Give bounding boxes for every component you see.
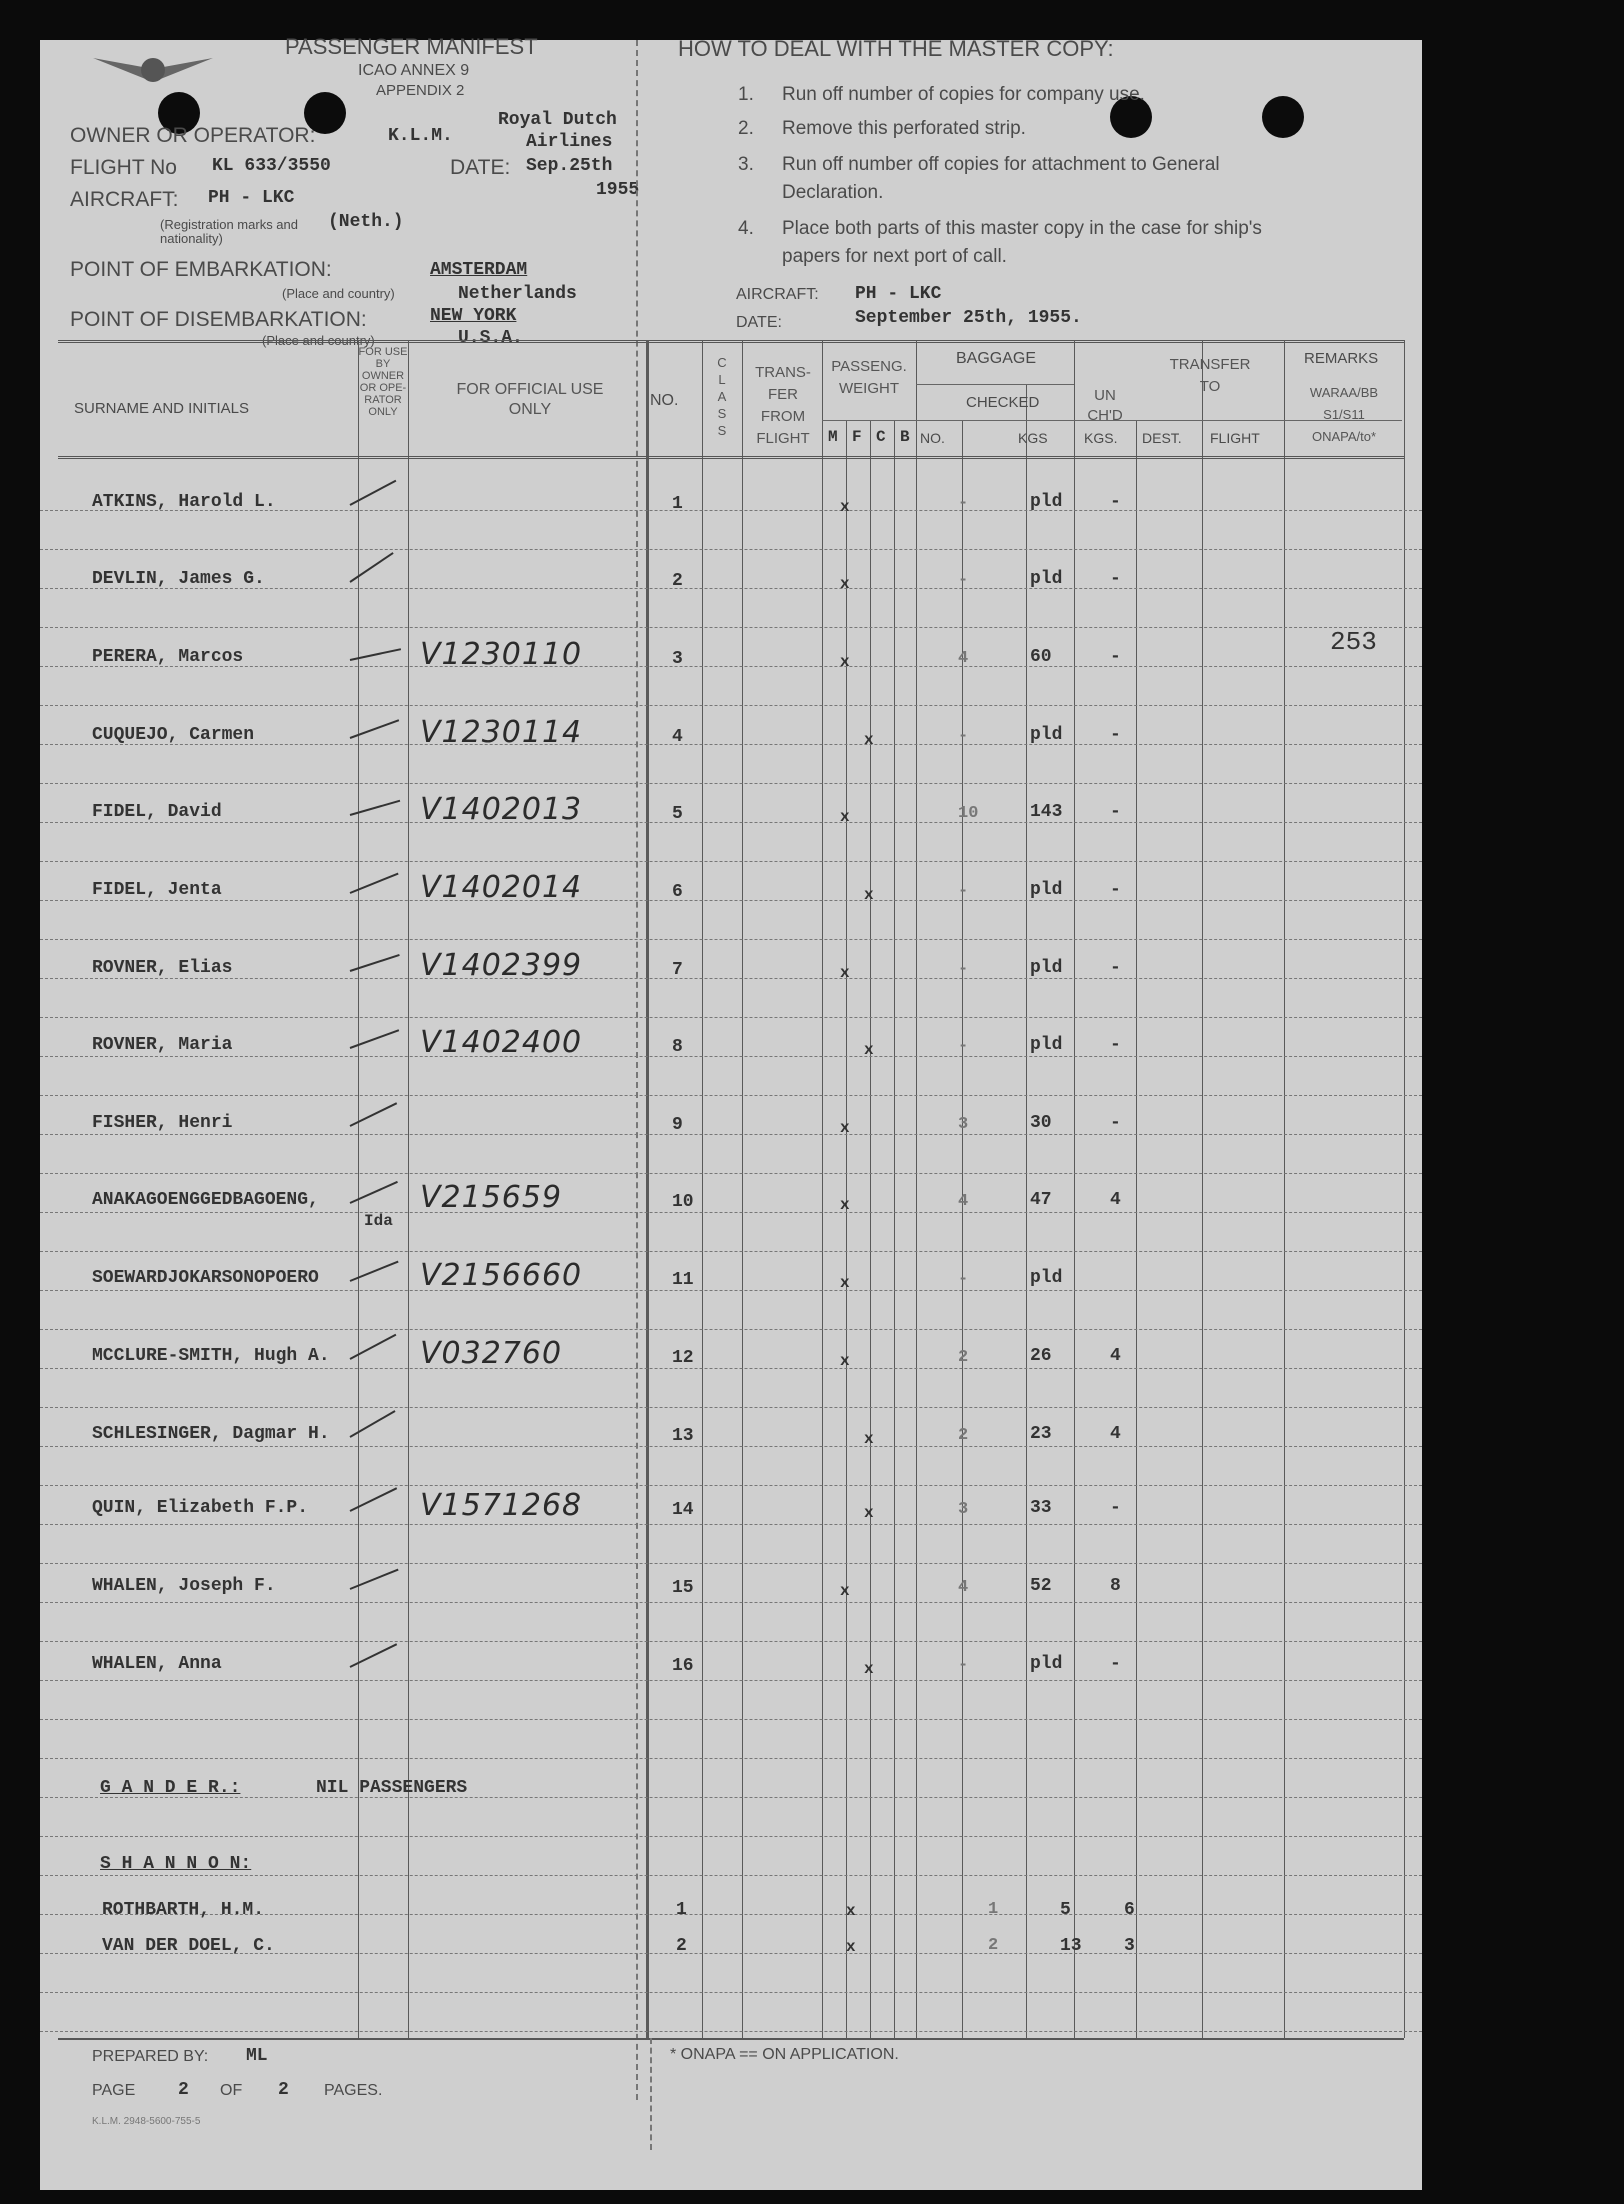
klm-wings-logo bbox=[88, 40, 218, 90]
bag-kgs: 26 bbox=[1030, 1346, 1052, 1366]
instruction-num: 3. bbox=[738, 154, 754, 175]
checkmark bbox=[350, 1334, 397, 1360]
table-row bbox=[40, 870, 1422, 920]
owner-use-line: ONLY bbox=[368, 406, 398, 418]
bag-count: 4 bbox=[958, 649, 969, 668]
col-flight: FLIGHT bbox=[1210, 430, 1260, 446]
passenger-number: 16 bbox=[672, 1656, 694, 1676]
checkmark bbox=[350, 1261, 399, 1282]
embark-value: AMSTERDAM bbox=[430, 260, 528, 280]
row-rule bbox=[40, 1641, 1422, 1642]
weight-mark: x bbox=[864, 731, 874, 749]
checkmark bbox=[350, 480, 397, 506]
instruction-text: Run off number of copies for company use. bbox=[782, 84, 1145, 105]
aircraft-label: AIRCRAFT: bbox=[70, 188, 179, 211]
passenger-number: 1 bbox=[676, 1900, 687, 1920]
official-visa-number: V1402014 bbox=[420, 870, 583, 905]
owner-use-line: OWNER bbox=[361, 370, 405, 382]
unchecked-kgs: - bbox=[1110, 492, 1121, 512]
owner-value-2: Royal Dutch bbox=[498, 110, 617, 130]
appendix-label: APPENDIX 2 bbox=[376, 82, 465, 99]
table-row bbox=[40, 1936, 1422, 1970]
table-row bbox=[40, 948, 1422, 998]
disembark-note: (Place and country) bbox=[262, 333, 375, 348]
passenger-number: 2 bbox=[676, 1936, 687, 1956]
transfer-from-line: FROM bbox=[760, 408, 806, 425]
passenger-name: SCHLESINGER, Dagmar H. bbox=[92, 1424, 330, 1444]
weight-mark: x bbox=[864, 1041, 874, 1059]
unchecked-kgs: - bbox=[1110, 647, 1121, 667]
bag-count: - bbox=[958, 727, 969, 746]
row-rule bbox=[40, 705, 1422, 706]
passenger-number: 12 bbox=[672, 1348, 694, 1368]
registration-value: (Neth.) bbox=[328, 212, 404, 232]
passenger-number: 6 bbox=[672, 882, 683, 902]
col-bag-no: NO. bbox=[920, 430, 945, 446]
col-class bbox=[704, 354, 740, 439]
bag-count: 3 bbox=[958, 1115, 969, 1134]
col-official bbox=[440, 380, 620, 420]
unchecked-kgs: - bbox=[1110, 802, 1121, 822]
transfer-to-line: TO bbox=[1199, 378, 1221, 395]
unchecked-kgs: - bbox=[1110, 880, 1121, 900]
bag-kgs: pld bbox=[1030, 569, 1063, 589]
disembark-value: NEW YORK bbox=[430, 306, 517, 326]
bag-count: - bbox=[958, 960, 969, 979]
checkmark bbox=[350, 1410, 396, 1438]
col-f: F bbox=[852, 428, 862, 446]
embark-label: POINT OF EMBARKATION: bbox=[70, 258, 332, 281]
instruction-num: 1. bbox=[738, 84, 754, 105]
owner-value: K.L.M. bbox=[388, 126, 453, 146]
weight-mark: x bbox=[864, 1430, 874, 1448]
row-rule bbox=[40, 1173, 1422, 1174]
col-transfer-from bbox=[744, 362, 822, 450]
col-kgs: KGS bbox=[1018, 430, 1048, 446]
weight-mark: x bbox=[864, 886, 874, 904]
bag-count: 3 bbox=[958, 1500, 969, 1519]
shannon-label: S H A N N O N: bbox=[100, 1854, 252, 1874]
bag-kgs: pld bbox=[1030, 725, 1063, 745]
weight-mark: x bbox=[840, 1582, 850, 1600]
onapa-note: * ONAPA == ON APPLICATION. bbox=[670, 2046, 899, 2063]
col-unchecked bbox=[1074, 386, 1136, 426]
manifest-page bbox=[40, 34, 1422, 2190]
remarks-sub-line: S1/S11 bbox=[1323, 407, 1365, 422]
weight-mark: x bbox=[840, 964, 850, 982]
embark-note: (Place and country) bbox=[282, 286, 395, 301]
date-year: 1955 bbox=[596, 180, 640, 200]
passenger-number: 4 bbox=[672, 727, 683, 747]
bag-kgs: pld bbox=[1030, 1035, 1063, 1055]
instruction-text: Place both parts of this master copy in the case for ship's bbox=[782, 218, 1262, 239]
weight-mark: x bbox=[864, 1504, 874, 1522]
passenger-number: 1 bbox=[672, 494, 683, 514]
passenger-name: ROVNER, Elias bbox=[92, 958, 233, 978]
col-owner-use bbox=[358, 346, 408, 418]
passeng-line: PASSENG. bbox=[831, 358, 907, 375]
bag-count: 2 bbox=[958, 1426, 969, 1445]
instruction-num: 4. bbox=[738, 218, 754, 239]
row-rule bbox=[40, 2031, 1422, 2032]
passenger-number: 3 bbox=[672, 649, 683, 669]
unchecked-line: CH'D bbox=[1087, 407, 1123, 424]
row-rule bbox=[40, 1992, 1422, 1993]
col-baggage: BAGGAGE bbox=[956, 350, 1037, 367]
bag-kgs: 60 bbox=[1030, 647, 1052, 667]
pages-label: PAGES. bbox=[324, 2082, 383, 2099]
passenger-name: MCCLURE-SMITH, Hugh A. bbox=[92, 1346, 330, 1366]
weight-mark: x bbox=[840, 653, 850, 671]
official-visa-number: V215659 bbox=[420, 1180, 563, 1215]
bag-kgs: 30 bbox=[1030, 1113, 1052, 1133]
date-value: Sep.25th bbox=[526, 156, 613, 176]
official-visa-number: V1402013 bbox=[420, 792, 583, 827]
bag-kgs: pld bbox=[1030, 1268, 1063, 1288]
bag-kgs: 5 bbox=[1060, 1900, 1071, 1920]
punch-hole bbox=[1262, 96, 1304, 138]
row-rule bbox=[40, 861, 1422, 862]
table-row bbox=[40, 569, 1422, 609]
table-row bbox=[40, 1576, 1422, 1616]
table-bottom-rule bbox=[58, 2038, 1404, 2040]
passenger-name: VAN DER DOEL, C. bbox=[102, 1936, 275, 1956]
table-row bbox=[40, 492, 1422, 532]
official-visa-number: V1402400 bbox=[420, 1025, 583, 1060]
checkmark bbox=[350, 1181, 398, 1204]
weight-mark: x bbox=[840, 1352, 850, 1370]
unchecked-kgs: 6 bbox=[1124, 1900, 1135, 1920]
bag-count: 1 bbox=[988, 1900, 999, 1919]
row-rule bbox=[40, 1095, 1422, 1096]
passenger-name: ANAKAGOENGGEDBAGOENG, bbox=[92, 1190, 319, 1210]
bag-count: - bbox=[958, 1270, 969, 1289]
table-row bbox=[40, 627, 1422, 687]
bag-kgs: pld bbox=[1030, 1654, 1063, 1674]
table-row bbox=[40, 1900, 1422, 1934]
row-rule bbox=[40, 549, 1422, 550]
of-label: OF bbox=[220, 2082, 243, 2099]
passenger-number: 5 bbox=[672, 804, 683, 824]
passenger-name: FIDEL, David bbox=[92, 802, 222, 822]
unchecked-kgs: - bbox=[1110, 1113, 1121, 1133]
row-rule bbox=[40, 1563, 1422, 1564]
passeng-line: WEIGHT bbox=[839, 380, 899, 397]
instruction-text-cont: Declaration. bbox=[782, 182, 884, 203]
row-rule bbox=[40, 1251, 1422, 1252]
bag-kgs: 52 bbox=[1030, 1576, 1052, 1596]
bag-count: 4 bbox=[958, 1578, 969, 1597]
col-remarks: REMARKS bbox=[1304, 350, 1379, 367]
bag-kgs: pld bbox=[1030, 492, 1063, 512]
passenger-name: FIDEL, Jenta bbox=[92, 880, 222, 900]
instr-aircraft-label: AIRCRAFT: bbox=[736, 286, 819, 303]
instruction-text: Run off number off copies for attachment to General bbox=[782, 154, 1220, 175]
passenger-number: 14 bbox=[672, 1500, 694, 1520]
row-rule bbox=[40, 1407, 1422, 1408]
passenger-name: FISHER, Henri bbox=[92, 1113, 233, 1133]
official-visa-number: V032760 bbox=[420, 1336, 563, 1371]
checkmark bbox=[350, 1643, 398, 1668]
unchecked-kgs: - bbox=[1110, 1035, 1121, 1055]
table-row bbox=[40, 1654, 1422, 1694]
bag-kgs: 143 bbox=[1030, 802, 1063, 822]
table-row bbox=[40, 1488, 1422, 1538]
aircraft-value: PH - LKC bbox=[208, 188, 295, 208]
row-rule bbox=[40, 1758, 1422, 1759]
flight-value: KL 633/3550 bbox=[212, 156, 331, 176]
bag-kgs: 33 bbox=[1030, 1498, 1052, 1518]
table-row bbox=[40, 1025, 1422, 1075]
col-c: C bbox=[876, 428, 886, 446]
passenger-name: CUQUEJO, Carmen bbox=[92, 725, 255, 745]
instruction-num: 2. bbox=[738, 118, 754, 139]
registration-note: (Registration marks and nationality) bbox=[160, 217, 298, 246]
header-sub-rule bbox=[916, 384, 1074, 385]
passenger-number: 8 bbox=[672, 1037, 683, 1057]
of-value: 2 bbox=[278, 2080, 289, 2100]
form-code: K.L.M. 2948-5600-755-5 bbox=[92, 2116, 201, 2127]
table-row bbox=[40, 792, 1422, 842]
unchecked-kgs: 3 bbox=[1124, 1936, 1135, 1956]
owner-label: OWNER OR OPERATOR: bbox=[70, 124, 316, 147]
class-letter: S bbox=[717, 423, 727, 438]
col-surname: SURNAME AND INITIALS bbox=[74, 400, 250, 417]
bag-count: - bbox=[958, 571, 969, 590]
instruction-text: Remove this perforated strip. bbox=[782, 118, 1026, 139]
col-m: M bbox=[828, 428, 838, 446]
passenger-name: SOEWARDJOKARSONOPOERO bbox=[92, 1268, 319, 1288]
page-label: PAGE bbox=[92, 2082, 136, 2099]
bag-kgs: 13 bbox=[1060, 1936, 1082, 1956]
prepared-value: ML bbox=[246, 2046, 268, 2066]
weight-mark: x bbox=[840, 575, 850, 593]
instr-date-value: September 25th, 1955. bbox=[855, 308, 1082, 328]
bag-count: - bbox=[958, 494, 969, 513]
official-visa-number: V1230110 bbox=[420, 637, 583, 672]
class-letter: A bbox=[717, 389, 727, 404]
unchecked-kgs: 4 bbox=[1110, 1424, 1121, 1444]
unchecked-kgs: - bbox=[1110, 725, 1121, 745]
owner-use-line: RATOR bbox=[364, 394, 402, 406]
col-no: NO. bbox=[650, 392, 679, 409]
transfer-to-line: TRANSFER bbox=[1169, 356, 1251, 373]
bag-kgs: pld bbox=[1030, 958, 1063, 978]
class-letter: C bbox=[717, 355, 727, 370]
checkmark bbox=[350, 1569, 399, 1590]
prepared-label: PREPARED BY: bbox=[92, 2048, 209, 2065]
manifest-title: PASSENGER MANIFEST bbox=[285, 34, 538, 59]
table-row bbox=[40, 715, 1422, 765]
passenger-name: WHALEN, Anna bbox=[92, 1654, 222, 1674]
annex-label: ICAO ANNEX 9 bbox=[358, 62, 470, 79]
bag-kgs: pld bbox=[1030, 880, 1063, 900]
official-visa-number: V1571268 bbox=[420, 1488, 583, 1523]
weight-mark: x bbox=[840, 498, 850, 516]
passenger-name: ROVNER, Maria bbox=[92, 1035, 233, 1055]
table-row bbox=[40, 1180, 1422, 1230]
owner-value-3: Airlines bbox=[526, 132, 613, 152]
passenger-name: QUIN, Elizabeth F.P. bbox=[92, 1498, 309, 1518]
bag-count: - bbox=[958, 882, 969, 901]
gander-text: NIL PASSENGERS bbox=[316, 1778, 468, 1798]
unchecked-kgs: - bbox=[1110, 1498, 1121, 1518]
col-b: B bbox=[900, 428, 910, 446]
instr-aircraft-value: PH - LKC bbox=[855, 284, 942, 304]
passenger-number: 13 bbox=[672, 1426, 694, 1446]
owner-use-line: FOR USE bbox=[358, 346, 408, 358]
instructions-title: HOW TO DEAL WITH THE MASTER COPY: bbox=[678, 36, 1114, 61]
disembark-label: POINT OF DISEMBARKATION: bbox=[70, 308, 367, 331]
passenger-name: DEVLIN, James G. bbox=[92, 569, 265, 589]
unchecked-kgs: 4 bbox=[1110, 1346, 1121, 1366]
passenger-number: 2 bbox=[672, 571, 683, 591]
remarks-sub-line: ONAPA/to* bbox=[1311, 429, 1377, 444]
bag-kgs: 47 bbox=[1030, 1190, 1052, 1210]
date-label: DATE: bbox=[450, 156, 511, 179]
table-row bbox=[40, 1424, 1422, 1464]
passenger-number: 11 bbox=[672, 1270, 694, 1290]
embark-country: Netherlands bbox=[458, 284, 577, 304]
transfer-from-line: FLIGHT bbox=[756, 430, 810, 447]
passenger-number: 9 bbox=[672, 1115, 683, 1135]
row-rule bbox=[40, 1017, 1422, 1018]
unchecked-line: UN bbox=[1094, 387, 1116, 404]
row-rule bbox=[40, 1485, 1422, 1486]
transfer-from-line: FER bbox=[768, 386, 798, 403]
weight-mark: x bbox=[864, 1660, 874, 1678]
official-visa-number: V1402399 bbox=[420, 948, 583, 983]
passenger-number: 7 bbox=[672, 960, 683, 980]
passenger-number: 10 bbox=[672, 1192, 694, 1212]
col-checked: CHECKED bbox=[966, 394, 1040, 411]
row-rule bbox=[40, 1836, 1422, 1837]
class-letter: S bbox=[717, 406, 727, 421]
disembark-country: U.S.A. bbox=[458, 328, 523, 348]
bag-count: 10 bbox=[958, 804, 979, 823]
checkmark bbox=[350, 648, 401, 661]
weight-mark: x bbox=[840, 1119, 850, 1137]
row-rule bbox=[40, 1329, 1422, 1330]
header-bottom-rule bbox=[58, 456, 1404, 459]
page-value: 2 bbox=[178, 2080, 189, 2100]
table-row bbox=[40, 1258, 1422, 1308]
col-transfer-to bbox=[1136, 354, 1284, 398]
flight-label: FLIGHT No bbox=[70, 156, 177, 179]
weight-mark: x bbox=[840, 1274, 850, 1292]
unchecked-kgs: - bbox=[1110, 958, 1121, 978]
passenger-name: ATKINS, Harold L. bbox=[92, 492, 276, 512]
official-line: FOR OFFICIAL USE bbox=[456, 381, 604, 398]
checkmark bbox=[350, 800, 401, 816]
passenger-name-cont: Ida bbox=[364, 1212, 393, 1230]
bag-count: 2 bbox=[988, 1936, 999, 1955]
row-rule bbox=[40, 1797, 1422, 1798]
weight-mark: x bbox=[840, 1196, 850, 1214]
instruction-text-cont: papers for next port of call. bbox=[782, 246, 1007, 267]
table-row bbox=[40, 1336, 1422, 1386]
col-dest: DEST. bbox=[1142, 430, 1182, 446]
official-visa-number: V2156660 bbox=[420, 1258, 583, 1293]
unchecked-kgs: 8 bbox=[1110, 1576, 1121, 1596]
class-letter: L bbox=[718, 372, 726, 387]
col-remarks-sub bbox=[1284, 382, 1404, 448]
col-kgs-unch: KGS. bbox=[1084, 430, 1118, 446]
official-visa-number: V1230114 bbox=[420, 715, 583, 750]
unchecked-kgs: - bbox=[1110, 1654, 1121, 1674]
bag-kgs: 23 bbox=[1030, 1424, 1052, 1444]
weight-mark: x bbox=[840, 808, 850, 826]
manifest-table bbox=[40, 340, 1422, 2038]
col-passeng-weight bbox=[822, 356, 916, 400]
passenger-number: 15 bbox=[672, 1578, 694, 1598]
owner-use-line: OR OPE- bbox=[359, 382, 407, 394]
unchecked-kgs: - bbox=[1110, 569, 1121, 589]
checkmark bbox=[350, 1487, 398, 1512]
owner-use-line: BY bbox=[375, 358, 391, 370]
row-rule bbox=[40, 627, 1422, 628]
footer-divider bbox=[650, 2038, 652, 2150]
bag-count: - bbox=[958, 1037, 969, 1056]
weight-mark: x bbox=[846, 1902, 856, 1920]
row-rule bbox=[40, 939, 1422, 940]
checkmark bbox=[349, 552, 393, 583]
transfer-from-line: TRANS- bbox=[755, 364, 811, 381]
remarks-sub-line: WARAA/BB bbox=[1309, 385, 1379, 400]
instr-date-label: DATE: bbox=[736, 314, 782, 331]
gander-label: G A N D E R.: bbox=[100, 1778, 241, 1798]
row-rule bbox=[40, 1875, 1422, 1876]
checkmark bbox=[350, 1102, 398, 1127]
bag-count: - bbox=[958, 1656, 969, 1675]
checkmark bbox=[350, 873, 399, 894]
table-row bbox=[40, 1113, 1422, 1153]
bag-count: 2 bbox=[958, 1348, 969, 1367]
weight-mark: x bbox=[846, 1938, 856, 1956]
passenger-name: PERERA, Marcos bbox=[92, 647, 244, 667]
passenger-name: ROTHBARTH, H.M. bbox=[102, 1900, 265, 1920]
official-line: ONLY bbox=[508, 401, 552, 418]
passenger-name: WHALEN, Joseph F. bbox=[92, 1576, 276, 1596]
remark: 253 bbox=[1330, 627, 1377, 657]
unchecked-kgs: 4 bbox=[1110, 1190, 1121, 1210]
row-rule bbox=[40, 1719, 1422, 1720]
bag-count: 4 bbox=[958, 1192, 969, 1211]
row-rule bbox=[40, 783, 1422, 784]
